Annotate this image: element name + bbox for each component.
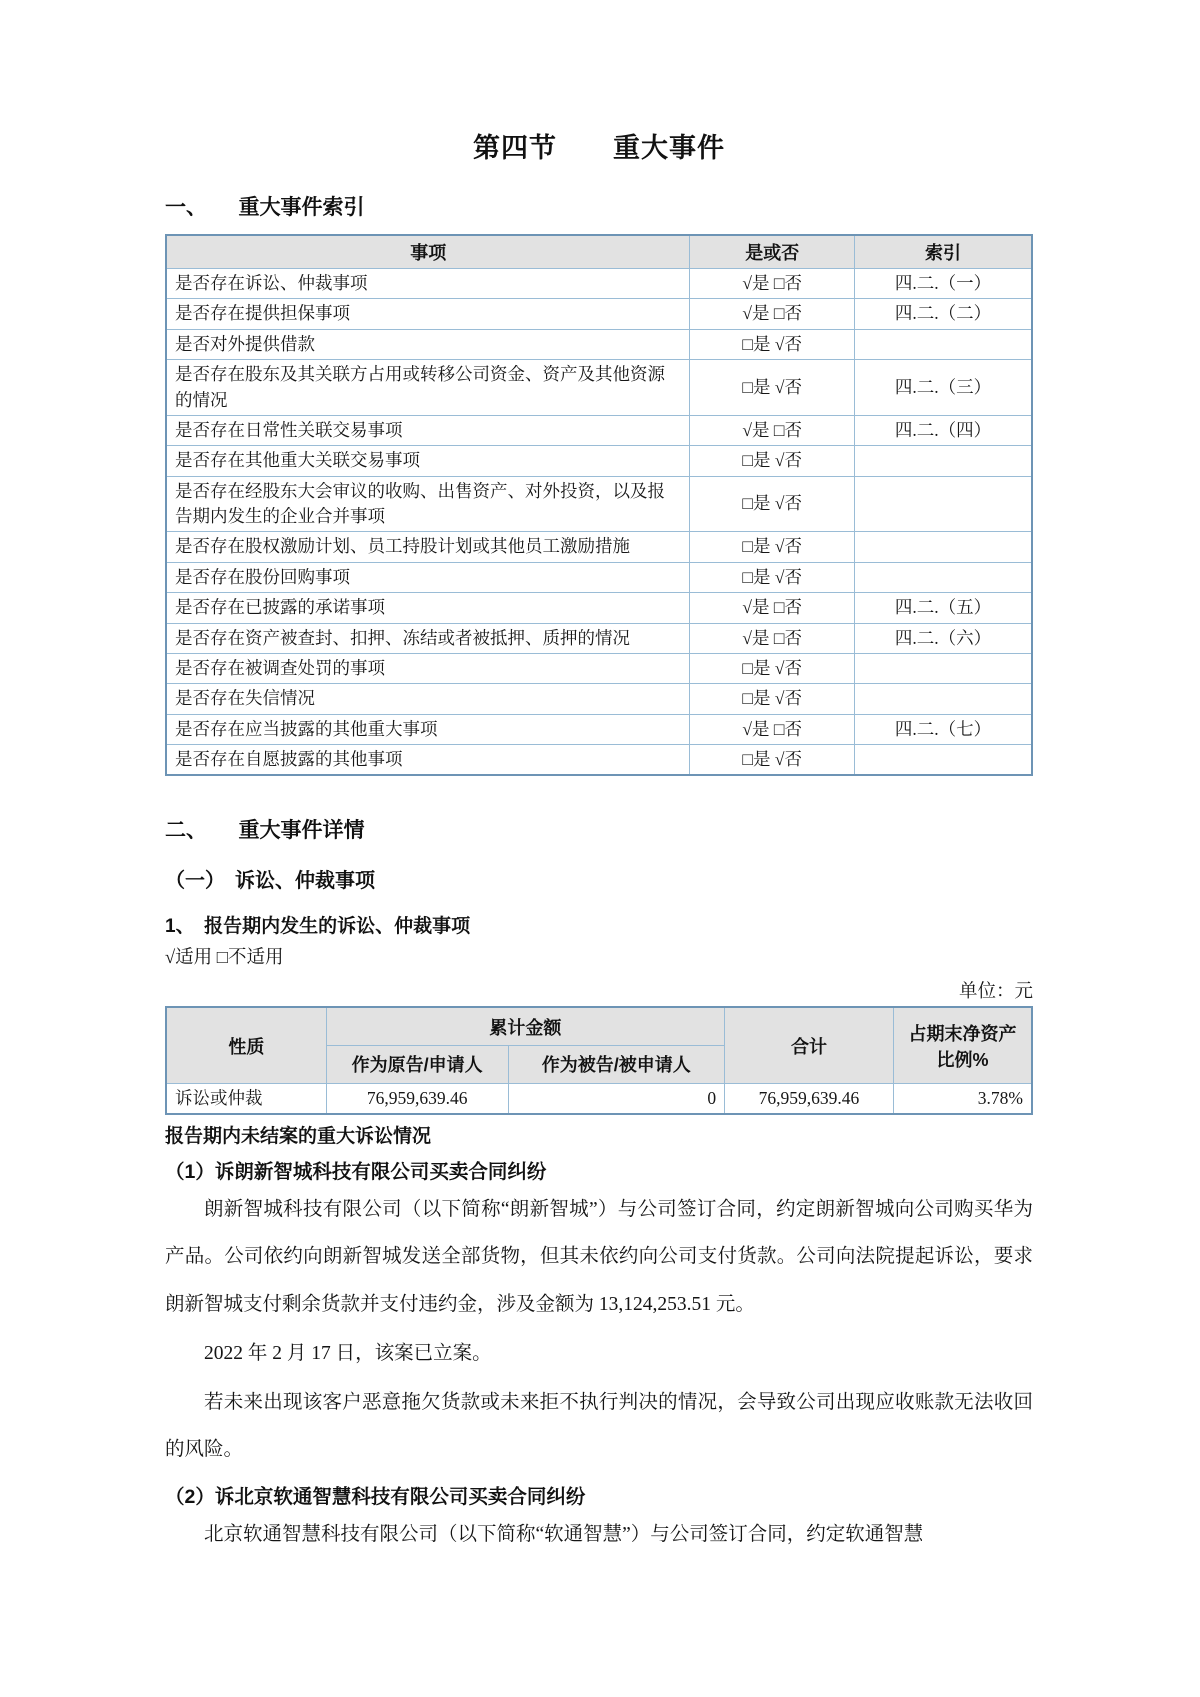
item-cell: 是否存在应当披露的其他重大事项 xyxy=(166,714,690,744)
table-row xyxy=(166,745,1032,776)
header-total: 合计 xyxy=(725,1007,894,1083)
answer-cell: □是 √否 xyxy=(690,360,855,416)
answer-cell: □是 √否 xyxy=(690,329,855,359)
unit-label: 单位：元 xyxy=(958,982,1033,1003)
index-table-header-row xyxy=(166,235,1032,269)
item-cell: 是否存在股东及其关联方占用或转移公司资金、资产及其他资源的情况 xyxy=(166,360,690,416)
item-cell: 是否存在资产被查封、扣押、冻结或者被抵押、质押的情况 xyxy=(166,623,690,653)
index-cell xyxy=(854,745,1032,776)
nature-cell: 诉讼或仲裁 xyxy=(166,1083,326,1114)
case-1-paragraph-1: 朗新智城科技有限公司（以下简称“朗新智城”）与公司签订合同，约定朗新智城向公司购买华为产品。公司依约向朗新智城发送全部货物，但其未依约向公司支付货款。公司向法院提起诉讼，要求朗新智城支付剩余货款并支付违约金，涉及金额为 13,124,253.51 元。 xyxy=(165,1199,1033,1315)
index-cell xyxy=(854,653,1032,683)
header-as-defendant: 作为被告/被申请人 xyxy=(508,1045,725,1083)
item-cell: 是否存在被调查处罚的事项 xyxy=(166,653,690,683)
table-row xyxy=(166,593,1032,623)
ratio-cell: 3.78% xyxy=(893,1083,1032,1114)
answer-cell: √是 □否 xyxy=(690,714,855,744)
item-cell: 是否存在股份回购事项 xyxy=(166,562,690,592)
table-row xyxy=(166,714,1032,744)
answer-cell: √是 □否 xyxy=(690,593,855,623)
case-1-paragraph-2: 2022 年 2 月 17 日，该案已立案。 xyxy=(204,1342,492,1364)
index-cell xyxy=(854,532,1032,562)
header-item: 事项 xyxy=(166,235,690,269)
litigation-amount-table xyxy=(165,1006,1033,1115)
section-2-heading: 二、 重大事件详情 xyxy=(165,819,365,843)
table-row xyxy=(166,446,1032,476)
item-cell: 是否存在失信情况 xyxy=(166,684,690,714)
section-2-sub2-heading: 1、 报告期内发生的诉讼、仲裁事项 xyxy=(165,916,471,938)
index-cell: 四.二.（二） xyxy=(854,299,1032,329)
case-1-heading: （1）诉朗新智城科技有限公司买卖合同纠纷 xyxy=(165,1161,547,1184)
pending-litigation-heading: 报告期内未结案的重大诉讼情况 xyxy=(165,1126,432,1148)
as-defendant-cell: 0 xyxy=(508,1083,725,1114)
index-cell: 四.二.（三） xyxy=(854,360,1032,416)
header-as-plaintiff: 作为原告/申请人 xyxy=(326,1045,508,1083)
item-cell: 是否存在已披露的承诺事项 xyxy=(166,593,690,623)
index-cell xyxy=(854,446,1032,476)
header-index: 索引 xyxy=(854,235,1032,269)
header-cumulative-amount: 累计金额 xyxy=(326,1007,724,1045)
index-cell: 四.二.（六） xyxy=(854,623,1032,653)
table-row xyxy=(166,684,1032,714)
index-cell: 四.二.（五） xyxy=(854,593,1032,623)
table-row xyxy=(166,415,1032,445)
index-cell xyxy=(854,562,1032,592)
header-yes-or-no: 是或否 xyxy=(690,235,855,269)
header-net-asset-ratio: 占期末净资产比例% xyxy=(893,1007,1032,1083)
answer-cell: □是 √否 xyxy=(690,684,855,714)
applicable-line: √适用 □不适用 xyxy=(165,948,284,969)
answer-cell: □是 √否 xyxy=(690,653,855,683)
item-cell: 是否存在自愿披露的其他事项 xyxy=(166,745,690,776)
index-cell: 四.二.（四） xyxy=(854,415,1032,445)
table-row xyxy=(166,623,1032,653)
table-row xyxy=(166,360,1032,416)
major-events-index-table xyxy=(165,234,1033,776)
index-cell xyxy=(854,329,1032,359)
total-cell: 76,959,639.46 xyxy=(725,1083,894,1114)
index-cell: 四.二.（一） xyxy=(854,269,1032,299)
index-cell xyxy=(854,684,1032,714)
answer-cell: √是 □否 xyxy=(690,623,855,653)
page-title: 第四节 重大事件 xyxy=(473,133,725,163)
case-2-heading: （2）诉北京软通智慧科技有限公司买卖合同纠纷 xyxy=(165,1486,586,1509)
item-cell: 是否对外提供借款 xyxy=(166,329,690,359)
table-row xyxy=(166,476,1032,532)
answer-cell: √是 □否 xyxy=(690,299,855,329)
page-content xyxy=(165,0,1033,1559)
table-row xyxy=(166,329,1032,359)
header-nature: 性质 xyxy=(166,1007,326,1083)
table-row xyxy=(166,653,1032,683)
answer-cell: □是 √否 xyxy=(690,446,855,476)
answer-cell: □是 √否 xyxy=(690,476,855,532)
table-row xyxy=(166,562,1032,592)
index-cell xyxy=(854,476,1032,532)
answer-cell: □是 √否 xyxy=(690,745,855,776)
answer-cell: √是 □否 xyxy=(690,415,855,445)
section-1-heading: 一、 重大事件索引 xyxy=(165,196,365,219)
item-cell: 是否存在其他重大关联交易事项 xyxy=(166,446,690,476)
item-cell: 是否存在诉讼、仲裁事项 xyxy=(166,269,690,299)
section-2-sub1-heading: （一） 诉讼、仲裁事项 xyxy=(165,870,375,893)
item-cell: 是否存在经股东大会审议的收购、出售资产、对外投资，以及报告期内发生的企业合并事项 xyxy=(166,476,690,532)
litigation-data-row xyxy=(166,1083,1032,1114)
answer-cell: □是 √否 xyxy=(690,562,855,592)
item-cell: 是否存在股权激励计划、员工持股计划或其他员工激励措施 xyxy=(166,532,690,562)
as-plaintiff-cell: 76,959,639.46 xyxy=(326,1083,508,1114)
answer-cell: □是 √否 xyxy=(690,532,855,562)
table-row xyxy=(166,299,1032,329)
table-row xyxy=(166,532,1032,562)
case-2-paragraph-1: 北京软通智慧科技有限公司（以下简称“软通智慧”）与公司签订合同，约定软通智慧 xyxy=(204,1524,924,1546)
table-row xyxy=(166,269,1032,299)
index-cell: 四.二.（七） xyxy=(854,714,1032,744)
item-cell: 是否存在提供担保事项 xyxy=(166,299,690,329)
item-cell: 是否存在日常性关联交易事项 xyxy=(166,415,690,445)
answer-cell: √是 □否 xyxy=(690,269,855,299)
litigation-header-row-1 xyxy=(166,1007,1032,1045)
case-1-paragraph-3: 若未来出现该客户恶意拖欠货款或未来拒不执行判决的情况，会导致公司出现应收账款无法收回的风险。 xyxy=(165,1392,1033,1461)
